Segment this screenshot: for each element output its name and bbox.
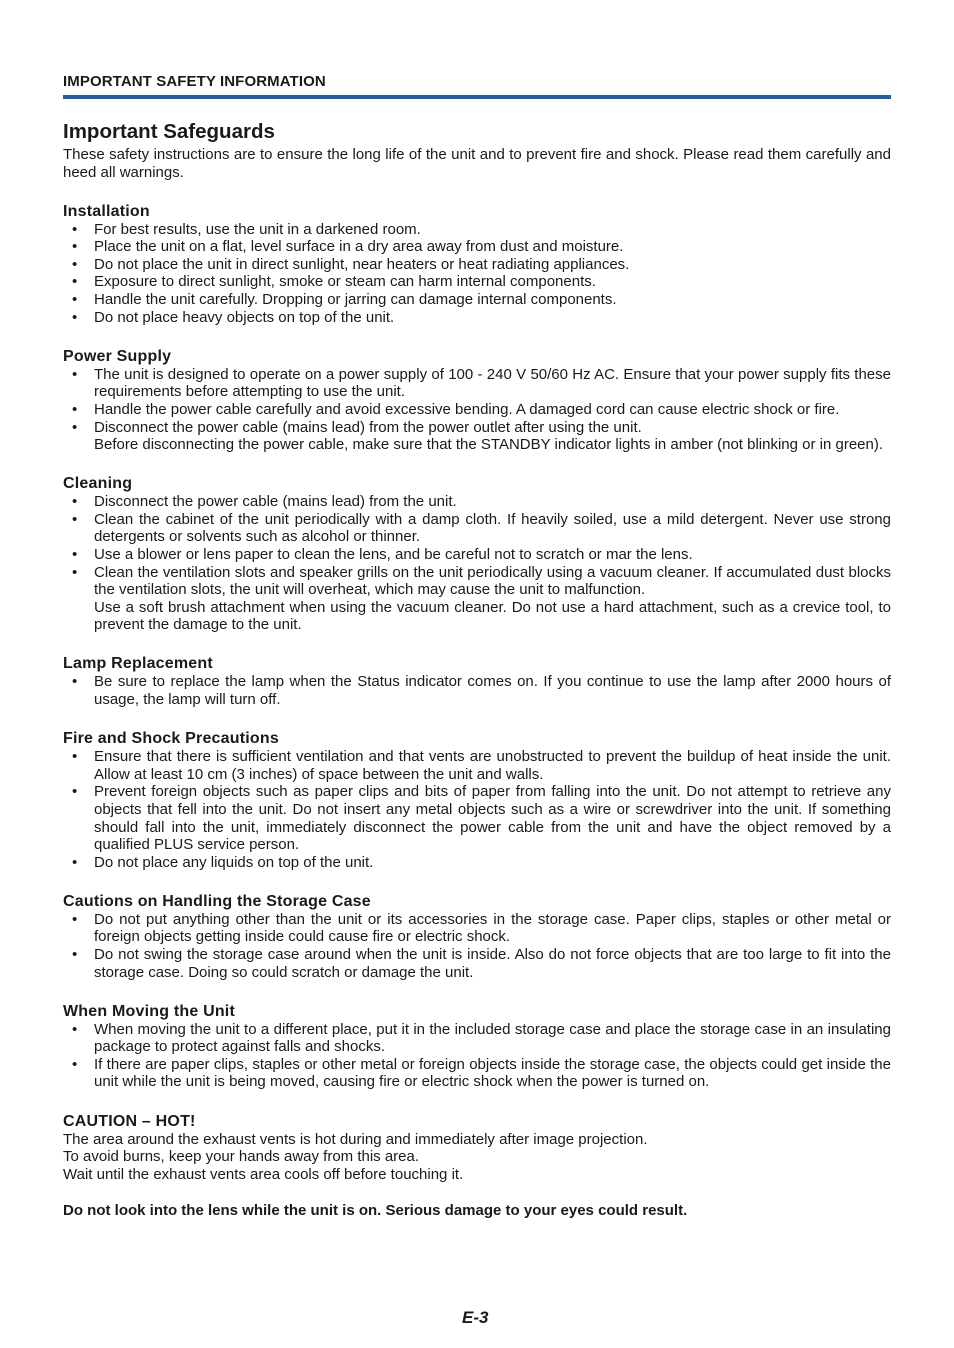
- bullet-icon: •: [72, 418, 78, 436]
- page-number: E-3: [462, 1308, 489, 1327]
- list-item: [63, 291, 891, 309]
- content: [63, 146, 891, 1220]
- list-item: [63, 748, 891, 783]
- list-item: [63, 238, 891, 256]
- bullet-icon: •: [72, 546, 78, 563]
- list-item-text: Do not place heavy objects on top of the unit.: [94, 308, 395, 326]
- list-item-text: If there are paper clips, staples or other metal or foreign objects inside the storage case, the objects could get inside the unit while the unit is being moved, causing fire or electric shock when the power is turned on.: [94, 1055, 891, 1091]
- list-item-text: Disconnect the power cable (mains lead) from the unit.: [94, 493, 457, 511]
- section-heading: Cleaning: [63, 475, 133, 493]
- list-item: [63, 1021, 891, 1056]
- list-item-text: Disconnect the power cable (mains lead) from the power outlet after using the unit.: [94, 418, 642, 436]
- list-item-text: Prevent foreign objects such as paper clips and bits of paper from falling into the unit. Do not attempt to retrieve any objects that fell into the unit. Do not insert any metal objects such as a wire or screwdriver into the unit. If something should fall into the unit, immediately disconnect the power cable from the unit and have the object removed by a qualified PLUS service person.: [94, 783, 891, 854]
- section-heading: When Moving the Unit: [63, 1002, 235, 1020]
- list-item: [63, 273, 891, 291]
- list-item: [63, 946, 891, 981]
- list-item: [63, 221, 891, 239]
- list-item-text: Do not place the unit in direct sunlight, near heaters or heat radiating appliances.: [94, 255, 630, 273]
- bullet-icon: •: [72, 1020, 78, 1038]
- bullet-icon: •: [72, 273, 78, 291]
- caution-line: The area around the exhaust vents is hot during and immediately after image projection.: [63, 1130, 648, 1148]
- list-item-text: Be sure to replace the lamp when the Status indicator comes on. If you continue to use the lamp after 2000 hours of usage, the lamp will turn off.: [94, 673, 891, 709]
- bullet-list: [63, 493, 891, 634]
- list-item-text: When moving the unit to a different place, put it in the included storage case and place the storage case in an insulating package to protect against falls and shocks.: [94, 1020, 891, 1056]
- list-item-text: Do not place any liquids on top of the unit.: [94, 853, 374, 871]
- section-heading: Lamp Replacement: [63, 655, 213, 673]
- caution-line: Wait until the exhaust vents area cools off before touching it.: [63, 1165, 464, 1183]
- list-item-text: The unit is designed to operate on a power supply of 100 - 240 V 50/60 Hz AC. Ensure that your power supply fits these requirements before attempting to use the unit.: [94, 365, 891, 401]
- list-item-text: Use a soft brush attachment when using the vacuum cleaner. Do not use a hard attachment, such as a crevice tool, to prevent the damage to the unit.: [94, 598, 891, 634]
- section-heading: Fire and Shock Precautions: [63, 730, 279, 748]
- list-item: [63, 419, 891, 454]
- list-item-text: Use a blower or lens paper to clean the lens, and be careful not to scratch or mar the lens.: [94, 546, 693, 563]
- list-item: [63, 854, 891, 872]
- bullet-icon: •: [72, 1055, 78, 1073]
- bullet-icon: •: [72, 400, 78, 418]
- page-title: Important Safeguards: [63, 120, 275, 143]
- list-item-text: Exposure to direct sunlight, smoke or steam can harm internal components.: [94, 273, 596, 291]
- list-item: [63, 911, 891, 946]
- list-item-text: Do not put anything other than the unit or its accessories in the storage case. Paper clips, staples or other metal or foreign objects getting inside could cause fire or electric shock.: [94, 910, 891, 946]
- bullet-icon: •: [72, 493, 78, 511]
- bullet-list: [63, 221, 891, 327]
- bullet-icon: •: [72, 238, 78, 256]
- bullet-list: [63, 673, 891, 708]
- caution-heading: CAUTION – HOT!: [63, 1112, 196, 1130]
- section-heading: Cautions on Handling the Storage Case: [63, 892, 371, 910]
- list-item-text: Do not swing the storage case around when the unit is inside. Also do not force objects that are too large to fit into the storage case. Doing so could scratch or damage the unit.: [94, 946, 891, 981]
- list-item: [63, 546, 891, 564]
- list-item: [63, 401, 891, 419]
- bullet-icon: •: [72, 783, 78, 801]
- bullet-list: [63, 1021, 891, 1091]
- bullet-icon: •: [72, 853, 78, 871]
- list-item-text: Clean the ventilation slots and speaker grills on the unit periodically using a vacuum cleaner. If accumulated dust blocks the ventilation slots, the unit will overheat, which may cause the unit to malfunction.: [94, 563, 891, 599]
- list-item-text: Place the unit on a flat, level surface in a dry area away from dust and moisture.: [94, 238, 624, 256]
- list-item: [63, 309, 891, 327]
- list-item: [63, 366, 891, 401]
- list-item-text: For best results, use the unit in a darkened room.: [94, 220, 421, 238]
- list-item: [63, 511, 891, 546]
- intro-paragraph: These safety instructions are to ensure the long life of the unit and to prevent fire and shock. Please read them carefully and heed all warnings.: [63, 146, 891, 181]
- list-item: [63, 1056, 891, 1091]
- header-rule: [63, 95, 891, 99]
- bullet-icon: •: [72, 946, 78, 963]
- bullet-list: [63, 366, 891, 454]
- bullet-icon: •: [72, 563, 78, 581]
- bullet-icon: •: [72, 220, 78, 238]
- list-item: [63, 673, 891, 708]
- list-item-text: Handle the unit carefully. Dropping or jarring can damage internal components.: [94, 291, 617, 309]
- list-item-text: Clean the cabinet of the unit periodically with a damp cloth. If heavily soiled, use a mild detergent. Never use strong detergents or solvents such as alcohol or thinner.: [94, 510, 891, 546]
- list-item-text: Ensure that there is sufficient ventilation and that vents are unobstructed to prevent the buildup of heat inside the unit. Allow at least 10 cm (3 inches) of space between the unit and walls.: [94, 748, 891, 783]
- list-item-text: Before disconnecting the power cable, make sure that the STANDBY indicator lights in amber (not blinking or in green).: [94, 436, 884, 454]
- section-heading: Power Supply: [63, 347, 172, 365]
- bullet-icon: •: [72, 910, 78, 928]
- bullet-icon: •: [72, 748, 78, 766]
- sections: [63, 202, 891, 1091]
- bullet-icon: •: [72, 510, 78, 528]
- section-header: IMPORTANT SAFETY INFORMATION: [63, 73, 326, 90]
- caution-line: To avoid burns, keep your hands away from this area.: [63, 1148, 420, 1166]
- bullet-icon: •: [72, 308, 78, 326]
- bullet-icon: •: [72, 255, 78, 273]
- bullet-icon: •: [72, 673, 78, 691]
- list-item: [63, 256, 891, 274]
- bullet-icon: •: [72, 365, 78, 383]
- bullet-list: [63, 911, 891, 981]
- section-heading: Installation: [63, 202, 150, 220]
- bullet-icon: •: [72, 291, 78, 309]
- list-item: [63, 493, 891, 511]
- list-item-text: Handle the power cable carefully and avoid excessive bending. A damaged cord can cause electric shock or fire.: [94, 400, 840, 418]
- list-item: [63, 783, 891, 853]
- bullet-list: [63, 748, 891, 871]
- lens-warning: Do not look into the lens while the unit is on. Serious damage to your eyes could result.: [63, 1202, 688, 1220]
- list-item: [63, 564, 891, 634]
